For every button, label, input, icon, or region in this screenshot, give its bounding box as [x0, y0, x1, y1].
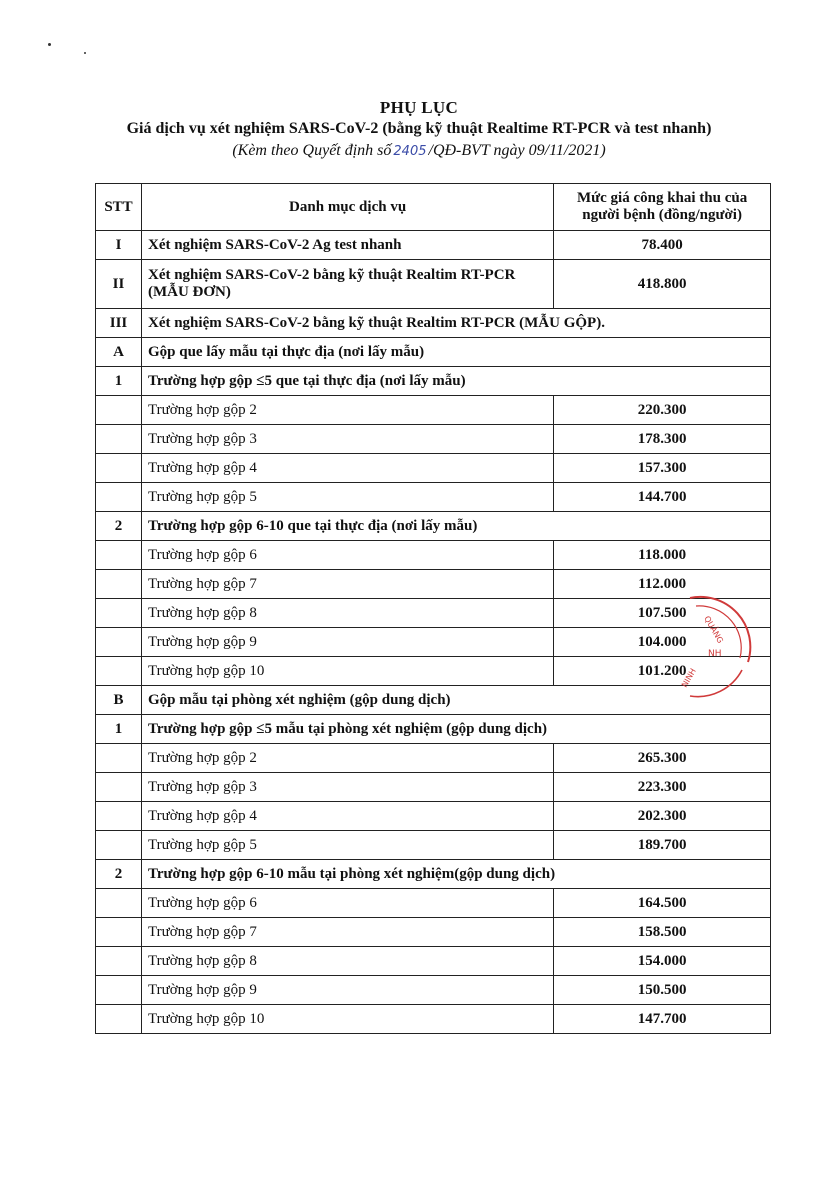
row-stt: [96, 396, 142, 425]
row-service-name: Trường hợp gộp 2: [141, 396, 553, 425]
row-price: 202.300: [554, 802, 771, 831]
row-stt: [96, 976, 142, 1005]
table-header-row: [96, 184, 771, 231]
row-service-name: Trường hợp gộp ≤5 que tại thực địa (nơi lấy mẫu): [141, 367, 770, 396]
table-row: [96, 831, 771, 860]
table-row: [96, 860, 771, 889]
row-service-name: Trường hợp gộp 7: [141, 570, 553, 599]
row-service-name: Trường hợp gộp 3: [141, 425, 553, 454]
row-stt: [96, 1005, 142, 1034]
table-row: [96, 1005, 771, 1034]
row-stt: [96, 454, 142, 483]
table-row: [96, 483, 771, 512]
row-service-name: Xét nghiệm SARS-CoV-2 bằng kỹ thuật Realtim RT-PCR (MẪU GỘP).: [141, 309, 770, 338]
row-price: 220.300: [554, 396, 771, 425]
row-service-name: Trường hợp gộp 10: [141, 1005, 553, 1034]
row-stt: III: [96, 309, 142, 338]
row-price: 178.300: [554, 425, 771, 454]
official-seal-stamp: [650, 592, 760, 702]
table-row: [96, 396, 771, 425]
row-price: 107.500: [554, 599, 771, 628]
row-service-name: Trường hợp gộp 6: [141, 889, 553, 918]
table-row: [96, 773, 771, 802]
page-subtitle: Giá dịch vụ xét nghiệm SARS-CoV-2 (bằng kỹ thuật Realtime RT-PCR và test nhanh): [126, 120, 712, 137]
row-stt: [96, 628, 142, 657]
table-row: [96, 338, 771, 367]
row-stt: 1: [96, 715, 142, 744]
row-stt: [96, 802, 142, 831]
decision-number: 2405: [393, 144, 427, 159]
table-row: [96, 512, 771, 541]
table-row: [96, 715, 771, 744]
row-price: 118.000: [554, 541, 771, 570]
table-row: [96, 309, 771, 338]
table-row: [96, 918, 771, 947]
row-service-name: Trường hợp gộp 3: [141, 773, 553, 802]
row-price: 164.500: [554, 889, 771, 918]
row-price: 154.000: [554, 947, 771, 976]
table-row: [96, 425, 771, 454]
table-row: [96, 947, 771, 976]
row-service-name: Trường hợp gộp 8: [141, 599, 553, 628]
row-service-name: Trường hợp gộp 10: [141, 657, 553, 686]
row-stt: [96, 425, 142, 454]
row-service-name: Trường hợp gộp 2: [141, 744, 553, 773]
row-stt: A: [96, 338, 142, 367]
table-row: [96, 454, 771, 483]
row-price: 418.800: [554, 260, 771, 309]
row-price: 112.000: [554, 570, 771, 599]
row-stt: II: [96, 260, 142, 309]
row-service-name: Trường hợp gộp 9: [141, 628, 553, 657]
row-stt: [96, 947, 142, 976]
row-stt: [96, 657, 142, 686]
row-stt: 2: [96, 860, 142, 889]
row-service-name: Trường hợp gộp 6: [141, 541, 553, 570]
row-service-name: Trường hợp gộp 5: [141, 831, 553, 860]
header-service: Danh mục dịch vụ: [141, 184, 553, 231]
row-price: 265.300: [554, 744, 771, 773]
row-service-name: Trường hợp gộp ≤5 mẫu tại phòng xét nghiệm (gộp dung dịch): [141, 715, 770, 744]
row-stt: [96, 541, 142, 570]
svg-text:NH: NH: [708, 649, 722, 659]
table-row: [96, 260, 771, 309]
row-price: 144.700: [554, 483, 771, 512]
row-price: 147.700: [554, 1005, 771, 1034]
row-service-name: Trường hợp gộp 4: [141, 454, 553, 483]
row-price: 158.500: [554, 918, 771, 947]
row-price: 157.300: [554, 454, 771, 483]
row-price: 223.300: [554, 773, 771, 802]
row-stt: [96, 744, 142, 773]
row-stt: [96, 570, 142, 599]
row-service-name: Gộp mẫu tại phòng xét nghiệm (gộp dung dịch): [141, 686, 770, 715]
table-row: [96, 976, 771, 1005]
row-stt: [96, 483, 142, 512]
row-service-name: Trường hợp gộp 5: [141, 483, 553, 512]
page-title: PHỤ LỤC: [379, 98, 459, 117]
table-row: [96, 541, 771, 570]
decision-reference: [0, 142, 838, 160]
row-price: 78.400: [554, 231, 771, 260]
row-stt: [96, 599, 142, 628]
table-row: [96, 744, 771, 773]
row-stt: [96, 831, 142, 860]
header-stt: STT: [96, 184, 142, 231]
row-service-name: Gộp que lấy mẫu tại thực địa (nơi lấy mẫu): [141, 338, 770, 367]
row-stt: 1: [96, 367, 142, 396]
decision-prefix: (Kèm theo Quyết định số: [232, 142, 392, 159]
table-row: [96, 802, 771, 831]
table-row: [96, 889, 771, 918]
row-stt: I: [96, 231, 142, 260]
scan-speck: [84, 52, 86, 54]
row-price: 150.500: [554, 976, 771, 1005]
decision-suffix: /QĐ-BVT ngày 09/11/2021): [428, 142, 606, 159]
row-price: 189.700: [554, 831, 771, 860]
row-service-name: Xét nghiệm SARS-CoV-2 bằng kỹ thuật Realtim RT-PCR (MẪU ĐƠN): [141, 260, 553, 309]
row-service-name: Xét nghiệm SARS-CoV-2 Ag test nhanh: [141, 231, 553, 260]
svg-text:NINH: NINH: [679, 666, 698, 689]
row-stt: [96, 889, 142, 918]
row-service-name: Trường hợp gộp 6-10 que tại thực địa (nơi lấy mẫu): [141, 512, 770, 541]
row-service-name: Trường hợp gộp 7: [141, 918, 553, 947]
row-stt: [96, 918, 142, 947]
table-row: [96, 231, 771, 260]
row-price: 101.200: [554, 657, 771, 686]
row-price: 104.000: [554, 628, 771, 657]
table-row: [96, 367, 771, 396]
row-service-name: Trường hợp gộp 8: [141, 947, 553, 976]
row-service-name: Trường hợp gộp 6-10 mẫu tại phòng xét nghiệm(gộp dung dịch): [141, 860, 770, 889]
row-stt: 2: [96, 512, 142, 541]
row-service-name: Trường hợp gộp 9: [141, 976, 553, 1005]
row-stt: B: [96, 686, 142, 715]
svg-text:QUẢNG: QUẢNG: [702, 614, 725, 645]
header-price: Mức giá công khai thu của người bệnh (đồng/người): [554, 184, 771, 231]
row-stt: [96, 773, 142, 802]
scan-speck: [48, 43, 51, 46]
row-service-name: Trường hợp gộp 4: [141, 802, 553, 831]
